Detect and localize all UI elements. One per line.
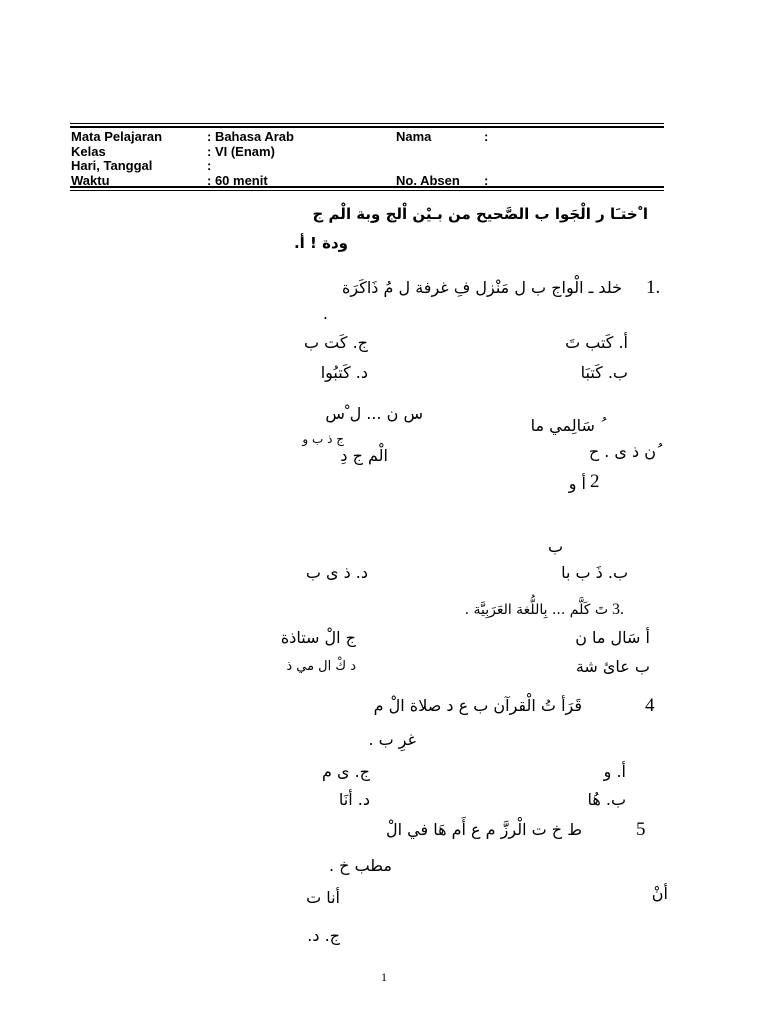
question-3-option-a: أ سَال ما ن — [575, 628, 650, 647]
instruction-line-1: ا ْختـَا ر الْجَوا ب الصَّحيح من بـيْن اْلج وبة الْم ج — [312, 205, 648, 223]
question-3-option-d: د كْ ال مي ذ — [286, 659, 356, 674]
name-colon: : — [484, 129, 489, 144]
question-1-text: خلد ـ الْواج ب ل مَنْزل فِ غرفة ل مُ ذَاكَرَة — [342, 278, 622, 297]
question-5-option-d: ج. د. — [307, 926, 340, 945]
question-1-number: 1. — [646, 277, 661, 298]
subject-value: : Bahasa Arab — [207, 129, 294, 144]
question-2-fragment-5: أ و — [568, 474, 586, 493]
header-rule-top — [70, 123, 664, 124]
question-5-option-c: أنا ت — [306, 888, 340, 907]
question-3-text: تَ كَلَّم ... بِاللُّغة العَرَبِيَّة . — [464, 602, 608, 618]
question-2-fragment-6: ب — [547, 537, 563, 556]
question-2-option-d: د. ذ ى ب — [305, 563, 368, 582]
question-5-text: ط خ ت الْرزَّ م ع أَم هَا في الْ — [385, 820, 582, 839]
question-2-fragment-4: ُن ذ ى . ح — [588, 442, 656, 461]
class-label: Kelas — [71, 144, 106, 159]
question-5-number: 5 — [636, 819, 646, 840]
question-4-option-a: أ. و — [603, 762, 626, 781]
question-3-number: 3. — [612, 601, 624, 618]
question-3-option-c: ج الْ ستاذة — [280, 628, 356, 647]
question-4-option-b: ب. هُا — [587, 790, 626, 809]
question-5-option-a: أنْ — [651, 884, 668, 903]
question-4-text: قَرَأ تُ الْقرآن ب ع د صلاة الْ م — [373, 696, 582, 715]
time-value: : 60 menit — [207, 173, 268, 188]
instruction-line-2: ودة ! أ. — [293, 234, 348, 252]
question-3-option-b: ب عائ شة — [575, 657, 650, 676]
name-label: Nama — [396, 129, 432, 144]
absen-label: No. Absen — [396, 173, 460, 188]
page-number: 1 — [381, 970, 387, 984]
question-4-option-c: ج. ى م — [321, 762, 370, 781]
question-2-number: 2 — [590, 471, 600, 492]
question-1-option-d: د. كَتبُوا — [320, 363, 368, 382]
question-4-text-end: غرِ ب . — [368, 730, 416, 749]
question-2-fragment-3: الْم ج دِ — [340, 446, 388, 465]
question-1-option-c: ج. كَت ب — [304, 333, 368, 352]
question-5-text-end: مطب خ . — [329, 856, 392, 875]
question-1-text-end: . — [322, 304, 328, 323]
day-value: : — [207, 158, 212, 173]
header-rule-bottom — [70, 190, 664, 191]
question-2-option-a: ج ذ ب و — [302, 432, 344, 446]
question-2-option-b: ب. ذَ ب با — [561, 563, 628, 582]
question-4-number: 4 — [645, 695, 655, 716]
question-2-fragment-2: ُ سَالِمي ما — [530, 416, 600, 435]
question-2-fragment-1: س ن ... ل ْس — [325, 404, 423, 423]
day-label: Hari, Tanggal — [71, 158, 153, 173]
class-value: : VI (Enam) — [207, 144, 275, 159]
absen-colon: : — [484, 173, 489, 188]
header-rule-bottom-thick — [70, 186, 664, 188]
question-1-option-a: أ. كَتب تَ — [565, 333, 628, 352]
header-rule-top-thick — [70, 126, 664, 128]
time-label: Waktu — [71, 173, 110, 188]
question-1-option-b: ب. كَتبَا — [580, 363, 628, 382]
subject-label: Mata Pelajaran — [71, 129, 163, 144]
question-4-option-d: د. أنَا — [338, 790, 370, 809]
